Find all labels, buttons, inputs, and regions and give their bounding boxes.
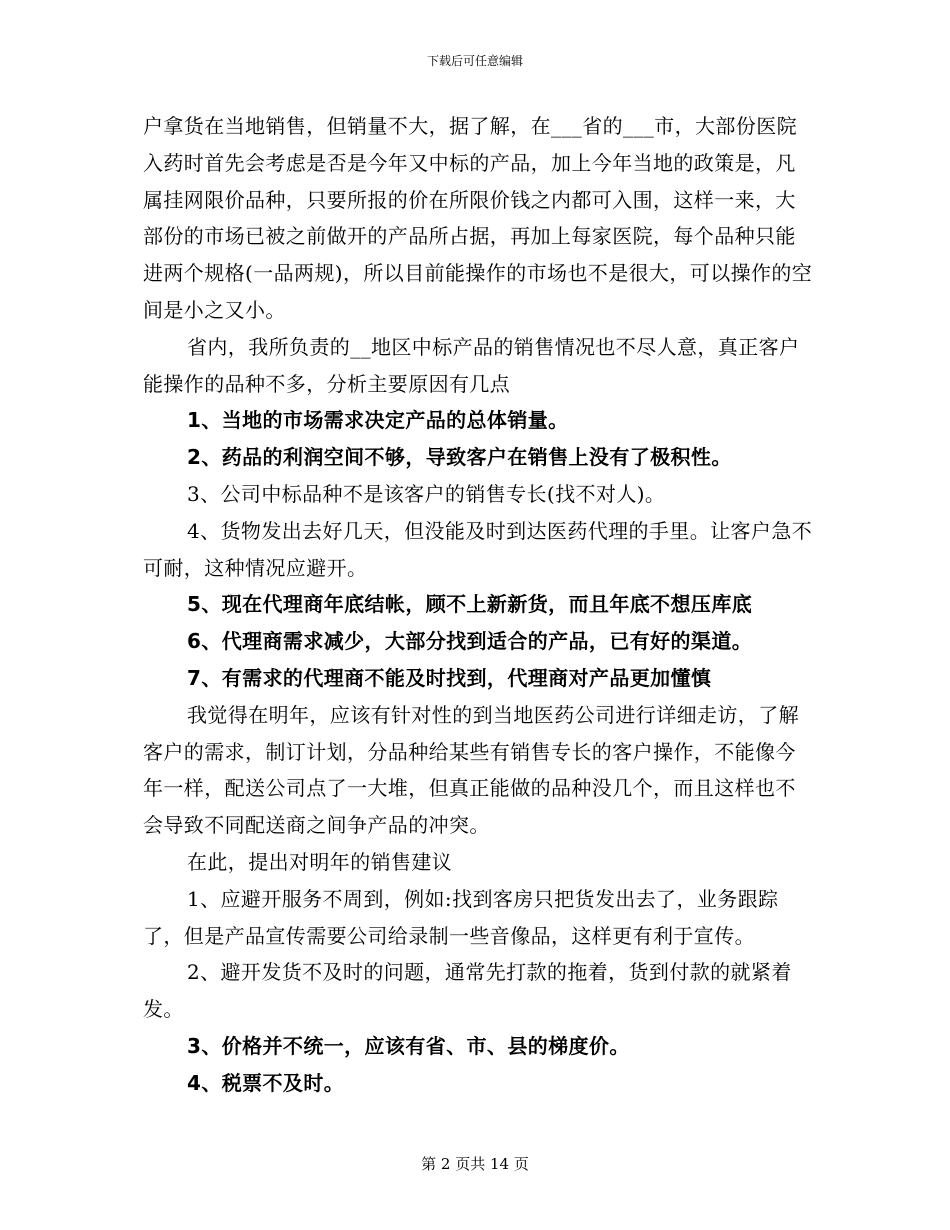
page-header-note: 下载后可任意编辑 — [426, 54, 523, 68]
paragraph-continuation: 户拿货在当地销售，但销量不大，据了解，在___省的___市，大部份医院入药时首先会考虑是否是今年又中标的产品，加上今年当地的政策是，凡属挂网限价品种，只要所报的价在所限价钱之内都可入围，这样一来，大部份的市场已被之前做开的产品所占据，再加上每家医院，每个品种只能进两个规格(一品两规)，所以目前能操作的市场也不是很大，可以操作的空间是小之又小。 — [143, 114, 813, 322]
suggestion-item-2: 2、避开发货不及时的问题，通常先打款的拖着，货到付款的就紧着发。 — [143, 960, 792, 1022]
paragraph-next-year-plan: 我觉得在明年，应该有针对性的到当地医药公司进行详细走访，了解客户的需求，制订计划，分品种给某些有销售专长的客户操作，不能像今年一样，配送公司点了一大堆，但真正能做的品种没几个，而且这样也不会导致不同配送商之间争产品的冲突。 — [143, 702, 799, 838]
paragraph-suggestions-intro: 在此，提出对明年的销售建议 — [187, 849, 453, 874]
page-number-footer: 第 2 页共 14 页 — [421, 1155, 529, 1173]
reason-item-4: 4、货物发出去好几天，但没能及时到达医药代理的手里。让客户急不可耐，这种情况应避开。 — [143, 518, 813, 580]
reason-item-6: 6、代理商需求减少，大部分找到适合的产品，已有好的渠道。 — [187, 629, 753, 654]
reason-item-1: 1、当地的市场需求决定产品的总体销量。 — [187, 408, 569, 433]
suggestion-item-3: 3、价格并不统一，应该有省、市、县的梯度价。 — [187, 1033, 630, 1058]
reason-item-7: 7、有需求的代理商不能及时找到，代理商对产品更加懂慎 — [187, 665, 712, 690]
suggestion-item-1: 1、应避开服务不周到，例如:找到客房只把货发出去了，业务跟踪了，但是产品宣传需要公司给录制一些音像品，这样更有利于宣传。 — [143, 886, 779, 948]
reason-item-5: 5、现在代理商年底结帐，顾不上新新货，而且年底不想压库底 — [187, 592, 753, 617]
paragraph-province-summary: 省内，我所负责的__地区中标产品的销售情况也不尽人意，真正客户能操作的品种不多，分析主要原因有几点 — [143, 334, 800, 396]
reason-item-2: 2、药品的利润空间不够，导致客户在销售上没有了极积性。 — [187, 445, 732, 470]
reason-item-3: 3、公司中标品种不是该客户的销售专长(找不对人)。 — [187, 481, 666, 506]
document-body — [143, 108, 813, 1102]
suggestion-item-4: 4、税票不及时。 — [187, 1070, 345, 1095]
